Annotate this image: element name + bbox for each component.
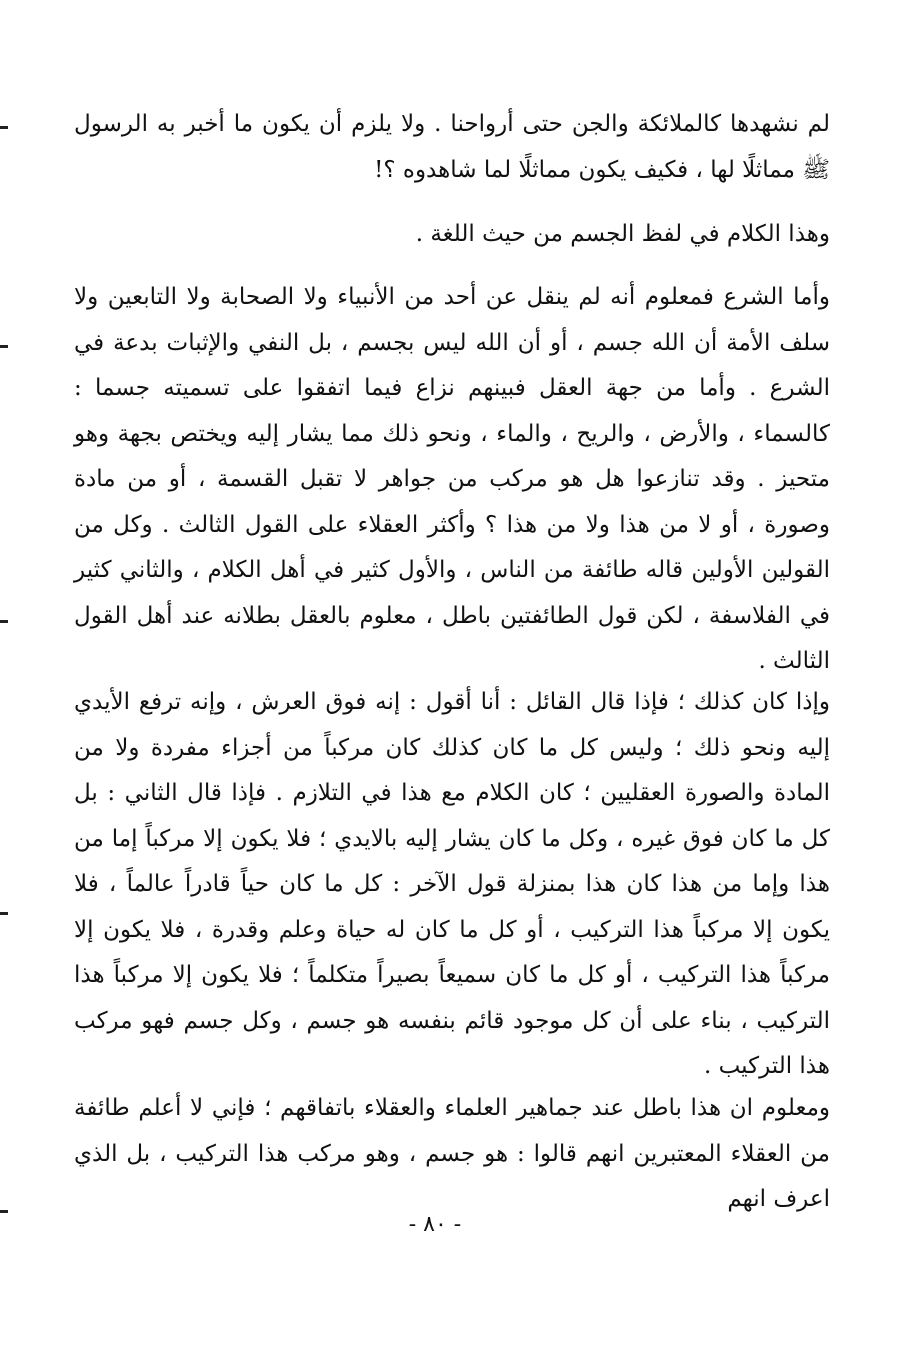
paragraph: ومعلوم ان هذا باطل عند جماهير العلماء والعقلاء باتفاقهم ؛ فإني لا أعلم طائفة من العقلاء المعتبرين انهم قالوا : هو جسم ، وهو مركب هذا التركيب ، بل الذي اعرف انهم: [74, 1095, 830, 1212]
edge-mark: [0, 345, 8, 348]
edge-mark: [0, 912, 8, 915]
paragraph: وأما الشرع فمعلوم أنه لم ينقل عن أحد من الأنبياء ولا الصحابة ولا التابعين ولا سلف الأمة أن الله جسم ، أو أن الله ليس بجسم ، بل النفي والإثبات بدعة في الشرع . وأما من جهة العقل فبينهم نزاع فيما اتفقوا على تسميته جسما : كالسماء ، والأرض ، والريح ، والماء ، ونحو ذلك مما يشار إليه ويختص بجهة وهو متحيز . وقد تنازعوا هل هو مركب من جواهر لا تقبل القسمة ، أو من مادة وصورة ، أو لا من هذا ولا من هذا ؟ وأكثر العقلاء على القول الثالث . وكل من القولين الأولين قاله طائفة من الناس ، والأول كثير في أهل الكلام ، والثاني كثير في الفلاسفة ، لكن قول الطائفتين باطل ، معلوم بالعقل بطلانه عند أهل القول الثالث .: [74, 284, 830, 674]
paragraph: وهذا الكلام في لفظ الجسم من حيث اللغة .: [415, 221, 830, 247]
paragraph: وإذا كان كذلك ؛ فإذا قال القائل : أنا أقول : إنه فوق العرش ، وإنه ترفع الأيدي إليه ونحو ذلك ؛ وليس كل ما كان كذلك كان مركباً من أجزاء مفردة ولا من المادة والصورة العقليين ؛ كان الكلام مع هذا في التلازم . فإذا قال الثاني : بل كل ما كان فوق غيره ، وكل ما كان يشار إليه بالايدي ؛ فلا يكون إلا مركباً إما من هذا وإما من هذا كان هذا بمنزلة قول الآخر : كل ما كان حياً قادراً عالماً ، فلا يكون إلا مركباً هذا التركيب ، أو كل ما كان له حياة وعلم وقدرة ، فلا يكون إلا مركباً هذا التركيب ، أو كل ما كان سميعاً بصيراً متكلماً ؛ فلا يكون إلا مركباً هذا التركيب ، بناء على أن كل موجود قائم بنفسه هو جسم ، وكل جسم فهو مركب هذا التركيب .: [74, 689, 830, 1079]
edge-mark: [0, 126, 8, 129]
paragraph: لم نشهدها كالملائكة والجن حتى أرواحنا . ولا يلزم أن يكون ما أخبر به الرسول ﷺ مماثلًا لها ، فكيف يكون مماثلًا لما شاهدوه ؟!: [74, 111, 830, 183]
edge-mark: [0, 620, 8, 623]
page-number: - ٨٠ -: [408, 1212, 462, 1237]
